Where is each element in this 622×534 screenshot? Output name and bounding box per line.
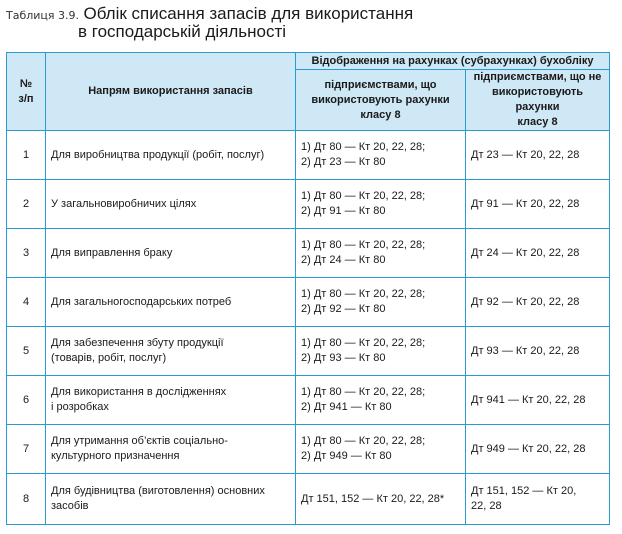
row-entry-uses-class8-line: 2) Дт 91 — Кт 80 — [301, 205, 386, 217]
row-direction — [46, 131, 296, 180]
row-entry-uses-class8-line: 2) Дт 949 — Кт 80 — [301, 450, 392, 462]
header-number-line: № — [19, 77, 33, 90]
table-caption — [6, 4, 606, 42]
header-line: використовують рахунки — [491, 86, 584, 113]
row-direction — [46, 425, 296, 474]
row-entry-uses-class8 — [296, 327, 466, 376]
row-entry-not-uses-class8 — [466, 180, 610, 229]
row-entry-uses-class8-line: 1) Дт 80 — Кт 20, 22, 28; — [301, 386, 426, 398]
row-direction-line: Для утримання об’єктів соціально- — [51, 435, 228, 447]
row-direction-line: Для використання в дослідженнях — [51, 386, 227, 398]
header-reflection: Відображення на рахунках (субрахунках) бухобліку — [296, 53, 610, 70]
row-entry-not-uses-class8 — [466, 229, 610, 278]
row-direction-line: Для будівництва (виготовлення) основних — [51, 485, 265, 497]
row-entry-uses-class8-line: 1) Дт 80 — Кт 20, 22, 28; — [301, 239, 426, 251]
row-direction — [46, 474, 296, 525]
row-entry-uses-class8 — [296, 180, 466, 229]
row-entry-not-uses-class8-line: Дт 91 — Кт 20, 22, 28 — [471, 197, 580, 210]
header-line: підприємствами, що не — [473, 71, 602, 83]
row-number: 7 — [7, 425, 46, 474]
row-entry-not-uses-class8-line: Дт 949 — Кт 20, 22, 28 — [471, 442, 586, 455]
row-entry-uses-class8 — [296, 376, 466, 425]
row-entry-not-uses-class8-line: Дт 92 — Кт 20, 22, 28 — [471, 295, 580, 308]
row-entry-not-uses-class8-line: Дт 93 — Кт 20, 22, 28 — [471, 344, 580, 357]
header-line: класу 8 — [360, 108, 401, 121]
row-entry-uses-class8-line: 1) Дт 80 — Кт 20, 22, 28; — [301, 435, 426, 447]
row-entry-uses-class8-line: Дт 151, 152 — Кт 20, 22, 28* — [301, 492, 445, 505]
caption-label: Таблиця 3.9. — [6, 9, 80, 22]
table-row — [7, 327, 610, 376]
header-line: використовують рахунки — [311, 93, 450, 106]
row-direction-line: засобів — [51, 500, 89, 512]
row-entry-uses-class8-line: 2) Дт 93 — Кт 80 — [301, 352, 386, 364]
table-row — [7, 229, 610, 278]
header-line: класу 8 — [517, 116, 558, 128]
row-number: 6 — [7, 376, 46, 425]
row-number: 5 — [7, 327, 46, 376]
table-body — [7, 131, 610, 525]
row-direction — [46, 180, 296, 229]
row-number: 3 — [7, 229, 46, 278]
row-direction-line: культурного призначення — [51, 450, 180, 462]
row-direction-line: Для виробництва продукції (робіт, послуг) — [51, 148, 265, 161]
caption-line-1 — [6, 4, 606, 24]
row-number: 8 — [7, 474, 46, 525]
row-entry-uses-class8-line: 2) Дт 23 — Кт 80 — [301, 156, 386, 168]
accounting-table — [6, 52, 610, 525]
row-entry-not-uses-class8 — [466, 131, 610, 180]
row-entry-not-uses-class8-line: 22, 28 — [471, 500, 502, 512]
table-row — [7, 278, 610, 327]
table-row — [7, 131, 610, 180]
table-row — [7, 474, 610, 525]
caption-title-2: в господарській діяльності — [78, 22, 287, 41]
row-entry-not-uses-class8 — [466, 376, 610, 425]
row-entry-uses-class8-line: 2) Дт 941 — Кт 80 — [301, 401, 392, 413]
row-entry-uses-class8-line: 1) Дт 80 — Кт 20, 22, 28; — [301, 190, 426, 202]
row-entry-uses-class8 — [296, 278, 466, 327]
row-direction — [46, 229, 296, 278]
row-number: 2 — [7, 180, 46, 229]
row-direction-line: Для загальногосподарських потреб — [51, 295, 232, 308]
row-entry-uses-class8-line: 1) Дт 80 — Кт 20, 22, 28; — [301, 288, 426, 300]
row-entry-not-uses-class8-line: Дт 151, 152 — Кт 20, — [471, 485, 577, 497]
row-entry-not-uses-class8 — [466, 278, 610, 327]
row-entry-not-uses-class8 — [466, 474, 610, 525]
row-entry-uses-class8-line: 2) Дт 24 — Кт 80 — [301, 254, 386, 266]
row-number: 1 — [7, 131, 46, 180]
row-entry-not-uses-class8-line: Дт 941 — Кт 20, 22, 28 — [471, 393, 586, 406]
row-entry-uses-class8 — [296, 425, 466, 474]
table-row — [7, 180, 610, 229]
row-entry-uses-class8 — [296, 474, 466, 525]
row-entry-uses-class8-line: 1) Дт 80 — Кт 20, 22, 28; — [301, 337, 426, 349]
row-direction — [46, 278, 296, 327]
row-direction-line: Для забезпечення збуту продукції — [51, 337, 224, 349]
table-header — [7, 53, 610, 131]
row-number: 4 — [7, 278, 46, 327]
row-direction-line: і розробках — [51, 401, 109, 413]
row-entry-not-uses-class8 — [466, 425, 610, 474]
header-line: підприємствами, що — [324, 78, 437, 91]
row-direction — [46, 376, 296, 425]
row-entry-not-uses-class8-line: Дт 24 — Кт 20, 22, 28 — [471, 246, 580, 259]
row-entry-not-uses-class8-line: Дт 23 — Кт 20, 22, 28 — [471, 148, 580, 161]
row-direction-line: (товарів, робіт, послуг) — [51, 352, 167, 364]
row-direction — [46, 327, 296, 376]
table-row — [7, 376, 610, 425]
header-number — [7, 53, 46, 131]
row-entry-uses-class8-line: 1) Дт 80 — Кт 20, 22, 28; — [301, 141, 426, 153]
row-entry-uses-class8 — [296, 131, 466, 180]
row-entry-uses-class8-line: 2) Дт 92 — Кт 80 — [301, 303, 386, 315]
row-entry-not-uses-class8 — [466, 327, 610, 376]
header-number-line: з/п — [18, 92, 34, 105]
table-row — [7, 425, 610, 474]
row-entry-uses-class8 — [296, 229, 466, 278]
header-direction: Напрям використання запасів — [46, 53, 296, 131]
caption-title-1: Облік списання запасів для використання — [83, 4, 414, 23]
row-direction-line: Для виправлення браку — [51, 246, 173, 259]
header-class8-uses — [296, 70, 466, 131]
row-direction-line: У загальновиробничих цілях — [51, 197, 197, 210]
header-class8-not-uses — [466, 70, 610, 131]
